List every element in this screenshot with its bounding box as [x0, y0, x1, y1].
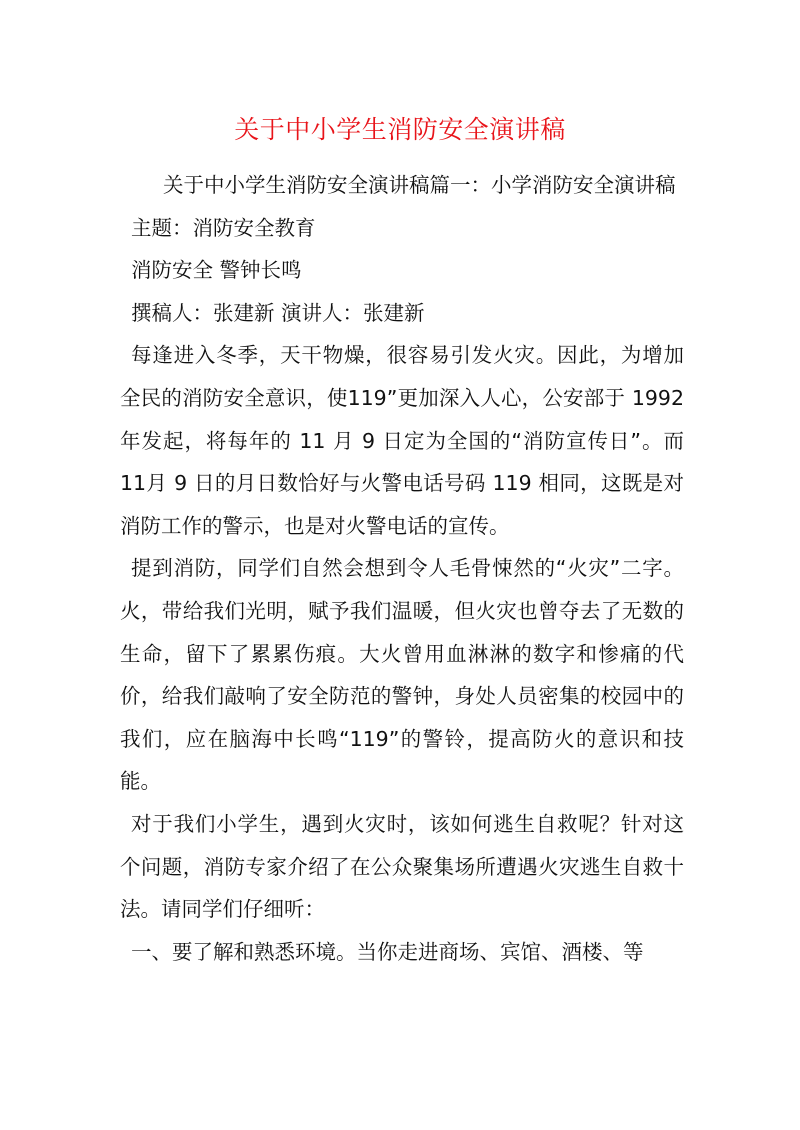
paragraph-method-one: 一、要了解和熟悉环境。当你走进商场、宾馆、酒楼、等	[131, 939, 644, 964]
author-line: 撰稿人：张建新 演讲人：张建新	[131, 300, 425, 325]
paragraph-escape-intro: 对于我们小学生，遇到火灾时，该如何逃生自救呢？针对这个问题，消防专家介绍了在公众聚集场所遭遇火灾逃生自救十法。请同学们仔细听：	[120, 811, 684, 922]
document-body	[120, 164, 684, 973]
paragraph-fire-day: 每逢进入冬季，天干物燥，很容易引发火灾。因此，为增加全民的消防安全意识，使119”更加深入人心，公安部于 1992年发起，将每年的 11 月 9 日定为全国的“消防宣传日”。而 11月 9 日的月日数恰好与火警电话号码 119 相同，这既是对消防工作的警示，也是对火警电话的宣传。	[120, 343, 684, 538]
document-title: 关于中小学生消防安全演讲稿	[234, 115, 566, 144]
intro-paragraph: 关于中小学生消防安全演讲稿篇一：小学消防安全演讲稿	[163, 173, 676, 197]
theme-line: 主题：消防安全教育	[131, 215, 316, 240]
paragraph-fire-danger: 提到消防，同学们自然会想到令人毛骨悚然的“火灾”二字。火，带给我们光明，赋予我们温暖，但火灾也曾夺去了无数的生命，留下了累累伤痕。大火曾用血淋淋的数字和惨痛的代价，给我们敲响了安全防范的警钟，身处人员密集的校园中的我们，应在脑海中长鸣“119”的警铃，提高防火的意识和技能。	[120, 556, 684, 794]
slogan-line: 消防安全 警钟长鸣	[131, 258, 302, 283]
